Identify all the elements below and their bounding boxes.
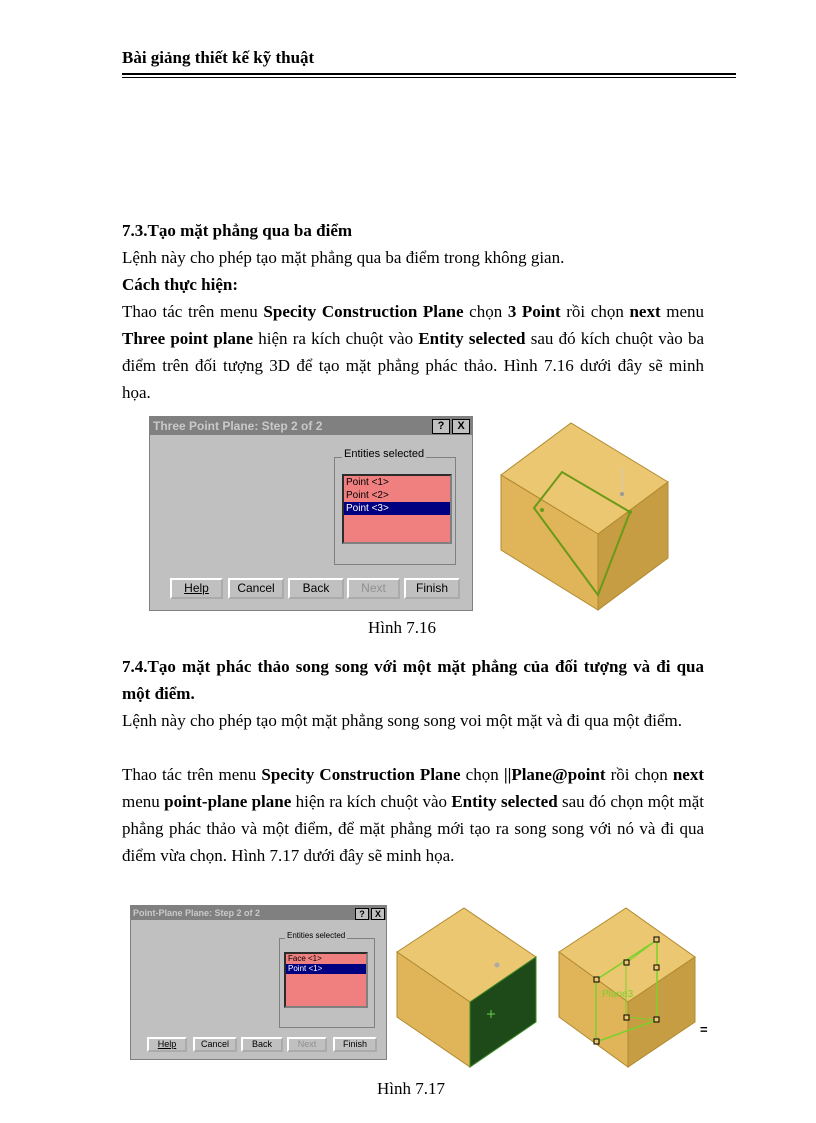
point-marker [628, 510, 632, 514]
section-7-3-intro: Lệnh này cho phép tạo mặt phẳng qua ba điểm trong không gian. [122, 248, 565, 267]
finish-button[interactable]: Finish [333, 1037, 377, 1052]
back-button[interactable]: Back [241, 1037, 283, 1052]
dialog-title-bar [131, 906, 386, 920]
point-marker [540, 508, 544, 512]
dialog-title: Three Point Plane: Step 2 of 2 [153, 419, 323, 433]
cube-new-plane-figure [556, 905, 706, 1070]
entities-list[interactable] [342, 474, 452, 544]
list-item[interactable]: Face <1> [288, 954, 322, 963]
plane-label: Plane3 [602, 989, 634, 1000]
list-item[interactable]: Point <1> [346, 477, 389, 488]
help-question-button[interactable]: ? [355, 908, 369, 920]
plane-handle[interactable] [654, 965, 659, 970]
dialog-title: Point-Plane Plane: Step 2 of 2 [133, 908, 261, 918]
list-item[interactable]: Point <2> [346, 490, 389, 501]
list-item-selected[interactable]: Point <3> [344, 502, 450, 515]
back-button[interactable]: Back [288, 578, 344, 599]
dialog-title-bar [150, 417, 472, 435]
close-icon[interactable]: X [452, 419, 470, 434]
help-button[interactable]: Help [147, 1037, 187, 1052]
finish-button[interactable]: Finish [404, 578, 460, 599]
section-7-3-heading: 7.3.Tạo mặt phẳng qua ba điểm [122, 221, 353, 240]
entities-selected-label: Entities selected [287, 931, 346, 940]
cancel-button[interactable]: Cancel [193, 1037, 237, 1052]
entities-selected-label: Entities selected [344, 448, 425, 460]
cube-3d-figure-7-16 [496, 420, 676, 615]
section-7-4-heading: 7.4.Tạo mặt phác thảo song song với một mặt phẳng của đối tượng và đi qua một điểm. [122, 657, 704, 703]
help-button[interactable]: Help [170, 578, 223, 599]
list-item-selected[interactable]: Point <1> [286, 964, 366, 974]
plane-handle[interactable] [594, 977, 599, 982]
header-rule-thin [122, 77, 736, 78]
close-icon[interactable]: X [371, 908, 385, 920]
plane-handle[interactable] [624, 1015, 629, 1020]
cube-selected-face-figure [394, 905, 552, 1070]
plane-handle[interactable] [654, 1017, 659, 1022]
point-plane-dialog [130, 905, 387, 1060]
header-rule-thick [122, 73, 736, 75]
figure-7-17-caption: Hình 7.17 [377, 1079, 445, 1098]
page-header: Bài giảng thiết kế kỹ thuật [122, 48, 315, 67]
equals-mark: = [700, 1022, 708, 1037]
next-button[interactable]: Next [347, 578, 400, 599]
cancel-button[interactable]: Cancel [228, 578, 284, 599]
point-marker [620, 492, 624, 496]
section-7-3-body: Thao tác trên menu Specity Construction Plane chọn 3 Point rồi chọn next menu Three point plane hiện ra kích chuột vào Entity selected sau đó kích chuột vào ba điểm trên đối tượng 3D để tạo mặt phẳng phác thảo. Hình 7.16 dưới đây sẽ minh họa. [122, 302, 705, 402]
entities-list[interactable] [284, 952, 368, 1008]
help-question-button[interactable]: ? [432, 419, 450, 434]
point-marker [495, 963, 500, 968]
plane-handle[interactable] [594, 1039, 599, 1044]
plane-handle[interactable] [624, 960, 629, 965]
section-7-4-body: Thao tác trên menu Specity Construction Plane chọn ||Plane@point rồi chọn next menu point-plane plane hiện ra kích chuột vào Entity selected sau đó chọn một mặt phẳng phác thảo và một điểm, để mặt phẳng mới tạo ra song song với nó và đi qua điểm vừa chọn. Hình 7.17 dưới đây sẽ minh họa. [122, 765, 704, 865]
next-button[interactable]: Next [287, 1037, 327, 1052]
three-point-plane-dialog [149, 416, 473, 611]
figure-7-16-caption: Hình 7.16 [368, 618, 436, 637]
how-to-label: Cách thực hiện: [122, 275, 238, 294]
section-7-4-intro: Lệnh này cho phép tạo một mặt phẳng song song voi một mặt và đi qua một điểm. [122, 711, 682, 730]
plane-handle[interactable] [654, 937, 659, 942]
